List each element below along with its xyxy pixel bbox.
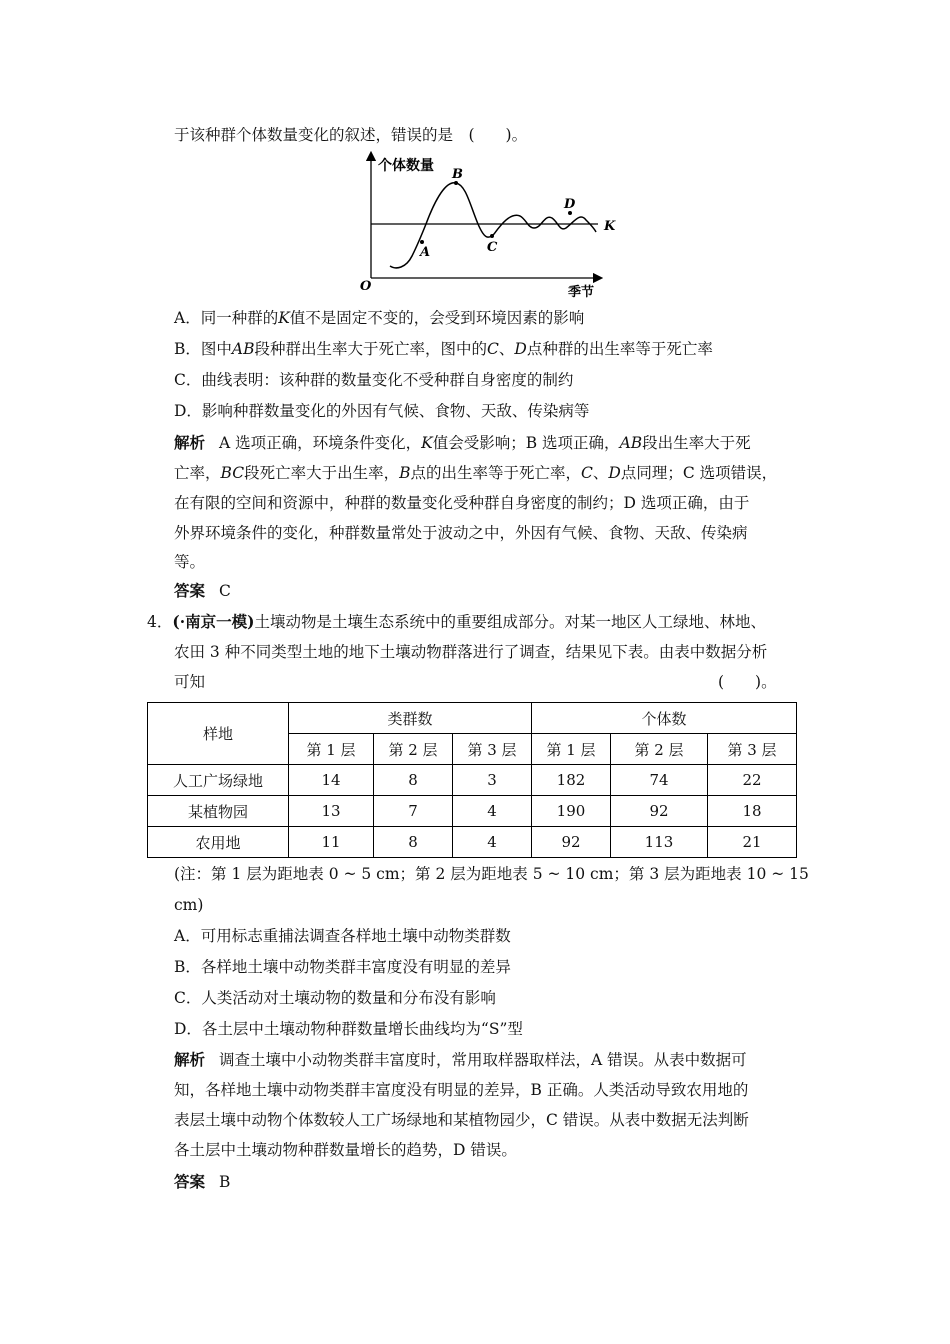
answer-label: 答案 xyxy=(174,1172,206,1191)
q3-answer xyxy=(174,581,231,601)
population-graph xyxy=(330,150,630,300)
q4-analysis-line2: 知，各样地土壤中动物类群丰富度没有明显的差异，B 正确。人类活动导致农用地的 xyxy=(174,1081,749,1099)
q3-analysis-line1: 解析 A 选项正确，环境条件变化，K值会受影响；B 选项正确，AB段出生率大于死 xyxy=(174,433,751,452)
answer-value: C xyxy=(219,582,231,600)
row-name: 某植物园 xyxy=(148,796,289,827)
label-c: C xyxy=(487,240,498,255)
table-corner: 样地 xyxy=(148,703,289,765)
subheader: 第 2 层 xyxy=(374,734,453,765)
x-axis-label: 季节 xyxy=(568,285,595,300)
q4-option-a: A．可用标志重捕法调查各样地土壤中动物类群数 xyxy=(174,927,511,945)
q4-analysis-line4: 各土层中土壤动物种群数量增长的趋势，D 错误。 xyxy=(174,1141,517,1159)
label-b: B xyxy=(452,167,463,182)
label-a: A xyxy=(420,245,431,260)
q4-analysis-line3: 表层土壤中动物个体数较人工广场绿地和某植物园少，C 错误。从表中数据无法判断 xyxy=(174,1111,749,1129)
subheader: 第 3 层 xyxy=(708,734,797,765)
q3-analysis-line4: 外界环境条件的变化，种群数量常处于波动之中，外因有气候、食物、天敌、传染病 xyxy=(174,524,748,542)
k-label: K xyxy=(604,219,616,234)
header-group-individuals: 个体数 xyxy=(532,703,797,734)
table-note-line2: cm) xyxy=(174,896,204,914)
table-note-line1: (注：第 1 层为距地表 0 ~ 5 cm；第 2 层为距地表 5 ~ 10 cm；第 3 层为距地表 10 ~ 15 xyxy=(174,865,809,883)
point-c xyxy=(490,234,494,238)
row-name: 人工广场绿地 xyxy=(148,765,289,796)
q4-analysis-line1: 解析 调查土壤中小动物类群丰富度时，常用取样器取样法，A 错误。从表中数据可 xyxy=(174,1050,747,1069)
q3-stem-tail: 于该种群个体数量变化的叙述，错误的是 ( )。 xyxy=(174,126,528,144)
q4-answer-paren: ( )。 xyxy=(718,673,777,691)
q4-stem-line1: 4．(·南京一模)土壤动物是土壤生态系统中的重要组成部分。对某一地区人工绿地、林地、 xyxy=(147,612,766,631)
q4-option-d: D．各土层中土壤动物种群数量增长曲线均为“S”型 xyxy=(174,1020,523,1038)
analysis-label: 解析 xyxy=(174,1050,206,1069)
point-a xyxy=(420,240,424,244)
q4-answer xyxy=(174,1172,230,1192)
answer-value: B xyxy=(219,1173,231,1191)
q3-analysis-line2: 亡率，BC段死亡率大于出生率，B点的出生率等于死亡率，C、D点同理；C 选项错误， xyxy=(174,464,778,482)
q4-option-b: B．各样地土壤中动物类群丰富度没有明显的差异 xyxy=(174,958,511,976)
q3-option-d: D．影响种群数量变化的外因有气候、食物、天敌、传染病等 xyxy=(174,402,590,420)
subheader: 第 3 层 xyxy=(453,734,532,765)
question-source: (·南京一模) xyxy=(172,612,255,631)
label-d: D xyxy=(564,197,576,212)
subheader: 第 1 层 xyxy=(532,734,611,765)
table-row: 某植物园 13 7 4 190 92 18 xyxy=(148,796,797,827)
q3-option-c: C．曲线表明：该种群的数量变化不受种群自身密度的制约 xyxy=(174,371,574,389)
q3-analysis-line5: 等。 xyxy=(174,553,206,571)
q4-option-c: C．人类活动对土壤动物的数量和分布没有影响 xyxy=(174,989,496,1007)
table-row: 人工广场绿地 14 8 3 182 74 22 xyxy=(148,765,797,796)
table-row: 农用地 11 8 4 92 113 21 xyxy=(148,827,797,858)
y-axis-label: 个体数量 xyxy=(378,158,434,174)
q3-option-b: B．图中AB段种群出生率大于死亡率，图中的C、D点种群的出生率等于死亡率 xyxy=(174,340,713,358)
origin-label: O xyxy=(360,279,372,294)
subheader: 第 2 层 xyxy=(611,734,708,765)
q4-stem-line2: 农田 3 种不同类型土地的地下土壤动物群落进行了调查，结果见下表。由表中数据分析 xyxy=(174,643,768,661)
row-name: 农用地 xyxy=(148,827,289,858)
subheader: 第 1 层 xyxy=(289,734,374,765)
soil-animal-table xyxy=(147,702,797,858)
question-number: 4． xyxy=(147,613,173,631)
q4-stem-line3: 可知 xyxy=(174,673,206,691)
header-group-count: 类群数 xyxy=(289,703,532,734)
analysis-label: 解析 xyxy=(174,433,206,452)
q3-analysis-line3: 在有限的空间和资源中，种群的数量变化受种群自身密度的制约；D 选项正确，由于 xyxy=(174,494,750,512)
q3-option-a: A．同一种群的K值不是固定不变的，会受到环境因素的影响 xyxy=(174,309,585,327)
answer-label: 答案 xyxy=(174,581,206,600)
